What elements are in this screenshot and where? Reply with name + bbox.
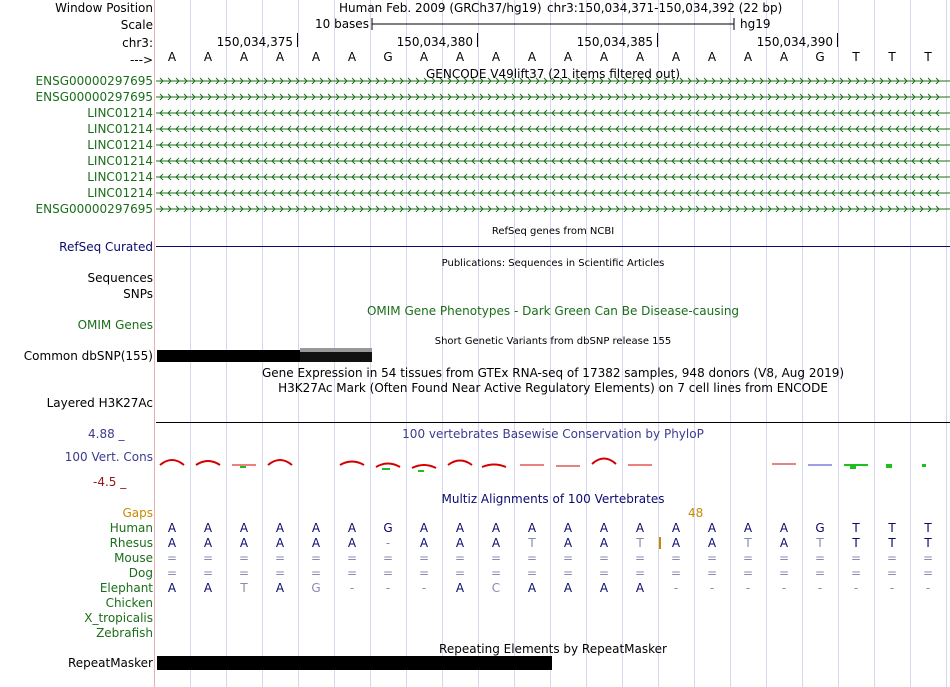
alignment-base: = — [490, 551, 502, 565]
alignment-base: A — [635, 521, 645, 535]
alignment-base: = — [814, 551, 826, 565]
alignment-base: A — [671, 536, 681, 550]
phylop-label[interactable]: 100 Vert. Cons — [64, 450, 153, 464]
alignment-base: A — [491, 521, 501, 535]
alignment-base: A — [455, 581, 465, 595]
alignment-base: = — [454, 566, 466, 580]
alignment-base: = — [778, 566, 790, 580]
alignment-base: A — [563, 581, 573, 595]
gencode-gene-feature[interactable] — [156, 91, 950, 103]
alignment-base: = — [382, 551, 394, 565]
alignment-base: T — [888, 521, 896, 535]
sequence-base: A — [347, 50, 357, 64]
alignment-base: A — [635, 581, 645, 595]
alignment-base: = — [706, 566, 718, 580]
phylop-peaks — [160, 459, 616, 469]
sequence-base: A — [455, 50, 465, 64]
gencode-item-label[interactable]: LINC01214 — [87, 122, 153, 136]
label-separator — [154, 0, 155, 687]
alignment-base: T — [852, 521, 860, 535]
repeatmasker-label[interactable]: RepeatMasker — [67, 656, 153, 670]
phylop-flat — [232, 464, 796, 466]
h3k27ac-baseline — [156, 422, 950, 423]
omim-label[interactable]: OMIM Genes — [77, 318, 153, 332]
gaps-label: Gaps — [122, 506, 153, 520]
gencode-item-label[interactable]: LINC01214 — [87, 138, 153, 152]
gencode-gene-feature[interactable] — [156, 203, 950, 215]
alignment-base: A — [347, 521, 357, 535]
alignment-base: A — [563, 521, 573, 535]
alignment-base: = — [166, 566, 178, 580]
alignment-base: = — [526, 551, 538, 565]
refseq-label[interactable]: RefSeq Curated — [59, 240, 153, 254]
gencode-gene-feature[interactable] — [156, 187, 950, 199]
gtex-title: Gene Expression in 54 tissues from GTEx RNA-seq of 17382 samples, 948 donors (V8, Aug 2019) — [261, 366, 845, 380]
alignment-base: A — [167, 536, 177, 550]
alignment-base: T — [528, 536, 536, 550]
alignment-base: = — [850, 566, 862, 580]
ruler-tick-mark — [297, 33, 298, 47]
sequence-base: A — [671, 50, 681, 64]
alignment-base: - — [745, 581, 751, 595]
alignment-base: = — [202, 566, 214, 580]
scale-bar — [370, 17, 736, 31]
sequence-base: T — [888, 50, 896, 64]
species-label[interactable]: Dog — [128, 566, 153, 580]
alignment-base: T — [636, 536, 644, 550]
species-label[interactable]: Zebrafish — [96, 626, 153, 640]
alignment-base: = — [850, 551, 862, 565]
alignment-base: = — [670, 551, 682, 565]
ruler-tick-label: 150,034,385 — [576, 35, 653, 49]
alignment-base: A — [239, 536, 249, 550]
sequence-base: T — [924, 50, 932, 64]
sequence-base: A — [779, 50, 789, 64]
scale-label: Scale — [120, 18, 153, 32]
alignment-base: A — [311, 521, 321, 535]
chrom-label: chr3: — [122, 36, 153, 50]
alignment-base: = — [418, 551, 430, 565]
alignment-base: - — [853, 581, 859, 595]
phylop-max: 4.88 _ — [88, 427, 125, 441]
alignment-base: T — [888, 536, 896, 550]
alignment-base: = — [274, 566, 286, 580]
alignment-base: = — [742, 551, 754, 565]
species-label[interactable]: Mouse — [114, 551, 153, 565]
alignment-base: - — [889, 581, 895, 595]
alignment-base: A — [527, 581, 537, 595]
alignment-base: - — [673, 581, 679, 595]
alignment-base: A — [491, 536, 501, 550]
alignment-base: A — [707, 521, 717, 535]
phylop-title: 100 vertebrates Basewise Conservation by PhyloP — [402, 427, 704, 441]
gencode-item-label[interactable]: LINC01214 — [87, 170, 153, 184]
gencode-item-label[interactable]: ENSG00000297695 — [35, 90, 153, 104]
sequence-base: A — [743, 50, 753, 64]
gencode-title: GENCODE V49lift37 (21 items filtered out) — [425, 67, 680, 81]
sequence-base: A — [239, 50, 249, 64]
dbsnp-title: Short Genetic Variants from dbSNP release 155 — [434, 336, 672, 347]
phylop-min: -4.5 _ — [93, 475, 127, 489]
gencode-gene-feature[interactable] — [156, 123, 950, 135]
gencode-gene-feature[interactable] — [156, 171, 950, 183]
alignment-base: - — [709, 581, 715, 595]
alignment-base: - — [385, 536, 391, 550]
alignment-base: T — [816, 536, 824, 550]
alignment-base: T — [240, 581, 248, 595]
alignment-base: A — [563, 536, 573, 550]
ruler-tick-mark — [477, 33, 478, 47]
refseq-gene-line[interactable] — [156, 246, 950, 247]
species-label[interactable]: X_tropicalis — [84, 611, 153, 625]
species-label[interactable]: Human — [109, 521, 153, 535]
alignment-base: - — [349, 581, 355, 595]
gencode-item-label[interactable]: ENSG00000297695 — [35, 74, 153, 88]
alignment-base: A — [275, 521, 285, 535]
gencode-item-label[interactable]: LINC01214 — [87, 154, 153, 168]
sequence-base: A — [563, 50, 573, 64]
alignment-base: G — [311, 581, 321, 595]
alignment-base: = — [562, 551, 574, 565]
db-text: hg19 — [740, 17, 771, 31]
dbsnp-variant-inner — [300, 352, 372, 362]
sequence-base: A — [419, 50, 429, 64]
alignment-base: A — [167, 581, 177, 595]
alignment-base: A — [527, 521, 537, 535]
sequences-label[interactable]: Sequences — [87, 271, 153, 285]
gencode-gene-feature[interactable] — [156, 107, 950, 119]
alignment-base: A — [779, 521, 789, 535]
alignment-base: A — [275, 581, 285, 595]
phylop-signal[interactable] — [156, 440, 950, 484]
alignment-base: A — [275, 536, 285, 550]
alignment-base: = — [418, 566, 430, 580]
repeat-title: Repeating Elements by RepeatMasker — [439, 642, 667, 656]
phylop-negative — [240, 464, 926, 472]
sequence-base: A — [635, 50, 645, 64]
sequence-base: A — [203, 50, 213, 64]
alignment-base: = — [670, 566, 682, 580]
alignment-base: = — [634, 566, 646, 580]
sequence-base: A — [707, 50, 717, 64]
alignment-base: = — [922, 551, 934, 565]
alignment-base: A — [455, 521, 465, 535]
alignment-base: T — [924, 536, 932, 550]
alignment-base: A — [599, 581, 609, 595]
gap-count: 48 — [688, 506, 704, 520]
alignment-base: = — [310, 551, 322, 565]
publications-title: Publications: Sequences in Scientific Articles — [441, 258, 665, 269]
multiz-title: Multiz Alignments of 100 Vertebrates — [441, 492, 665, 506]
alignment-base: = — [310, 566, 322, 580]
alignment-base: - — [781, 581, 787, 595]
alignment-base: = — [238, 551, 250, 565]
alignment-base: T — [852, 536, 860, 550]
alignment-base: - — [817, 581, 823, 595]
alignment-base: A — [419, 521, 429, 535]
ruler-tick-mark — [657, 33, 658, 47]
alignment-base: = — [202, 551, 214, 565]
species-label[interactable]: Elephant — [99, 581, 153, 595]
alignment-base: T — [924, 521, 932, 535]
alignment-base: = — [238, 566, 250, 580]
alignment-base: = — [814, 566, 826, 580]
alignment-base: = — [346, 551, 358, 565]
species-label[interactable]: Rhesus — [109, 536, 153, 550]
alignment-base: T — [744, 536, 752, 550]
alignment-base: = — [454, 551, 466, 565]
alignment-base: = — [166, 551, 178, 565]
alignment-base: = — [598, 551, 610, 565]
alignment-base: A — [311, 536, 321, 550]
alignment-base: A — [203, 521, 213, 535]
alignment-base: = — [490, 566, 502, 580]
alignment-base: G — [815, 521, 825, 535]
sequence-base: A — [527, 50, 537, 64]
dbsnp-label[interactable]: Common dbSNP(155) — [23, 349, 153, 363]
alignment-base: G — [383, 521, 393, 535]
sequence-base: A — [491, 50, 501, 64]
sequence-base: T — [852, 50, 860, 64]
alignment-base: A — [599, 521, 609, 535]
gencode-gene-feature[interactable] — [156, 139, 950, 151]
snps-label[interactable]: SNPs — [123, 287, 153, 301]
window-position-label: Window Position — [55, 1, 153, 15]
sequence-base: A — [311, 50, 321, 64]
alignment-base: - — [385, 581, 391, 595]
h3k27ac-label[interactable]: Layered H3K27Ac — [46, 396, 153, 410]
position-text[interactable]: chr3:150,034,371-150,034,392 (22 bp) — [547, 1, 783, 15]
gencode-item-label[interactable]: LINC01214 — [87, 186, 153, 200]
alignment-base: A — [599, 536, 609, 550]
alignment-base: = — [778, 551, 790, 565]
ruler-tick-label: 150,034,390 — [756, 35, 833, 49]
alignment-base: = — [922, 566, 934, 580]
alignment-base: = — [526, 566, 538, 580]
alignment-base: - — [421, 581, 427, 595]
h3k27ac-title: H3K27Ac Mark (Often Found Near Active Regulatory Elements) on 7 cell lines from ENCODE — [278, 381, 828, 395]
alignment-base: = — [706, 551, 718, 565]
alignment-base: A — [707, 536, 717, 550]
alignment-base: = — [886, 566, 898, 580]
alignment-base: A — [347, 536, 357, 550]
ruler-tick-label: 150,034,380 — [396, 35, 473, 49]
alignment-base: A — [743, 521, 753, 535]
alignment-base: = — [634, 551, 646, 565]
alignment-base: A — [203, 581, 213, 595]
ruler-tick-label: 150,034,375 — [216, 35, 293, 49]
alignment-base: - — [925, 581, 931, 595]
alignment-base: = — [598, 566, 610, 580]
strand-arrow-label: ---> — [129, 53, 153, 67]
ruler-tick-mark — [837, 33, 838, 47]
sequence-base: A — [167, 50, 177, 64]
alignment-base: A — [239, 521, 249, 535]
assembly-text: Human Feb. 2009 (GRCh37/hg19) — [339, 1, 542, 15]
sequence-base: G — [383, 50, 393, 64]
gencode-item-label[interactable]: ENSG00000297695 — [35, 202, 153, 216]
alignment-base: = — [274, 551, 286, 565]
alignment-base: = — [346, 566, 358, 580]
alignment-base: C — [491, 581, 501, 595]
sequence-base: G — [815, 50, 825, 64]
alignment-base: = — [886, 551, 898, 565]
sequence-base: A — [275, 50, 285, 64]
gencode-gene-feature[interactable] — [156, 75, 950, 87]
alignment-base: = — [742, 566, 754, 580]
alignment-base: A — [671, 521, 681, 535]
alignment-base: = — [562, 566, 574, 580]
sequence-base: A — [599, 50, 609, 64]
alignment-base: A — [167, 521, 177, 535]
alignment-base: A — [419, 536, 429, 550]
gencode-gene-feature[interactable] — [156, 155, 950, 167]
repeatmasker-element[interactable] — [157, 656, 552, 670]
gap-insertion-marker[interactable] — [659, 537, 661, 549]
scale-text: 10 bases — [315, 17, 369, 31]
alignment-base: A — [779, 536, 789, 550]
gencode-item-label[interactable]: LINC01214 — [87, 106, 153, 120]
omim-title: OMIM Gene Phenotypes - Dark Green Can Be Disease-causing — [366, 304, 740, 318]
alignment-base: A — [203, 536, 213, 550]
refseq-title: RefSeq genes from NCBI — [491, 226, 615, 237]
alignment-base: = — [382, 566, 394, 580]
alignment-base: A — [455, 536, 465, 550]
species-label[interactable]: Chicken — [105, 596, 153, 610]
